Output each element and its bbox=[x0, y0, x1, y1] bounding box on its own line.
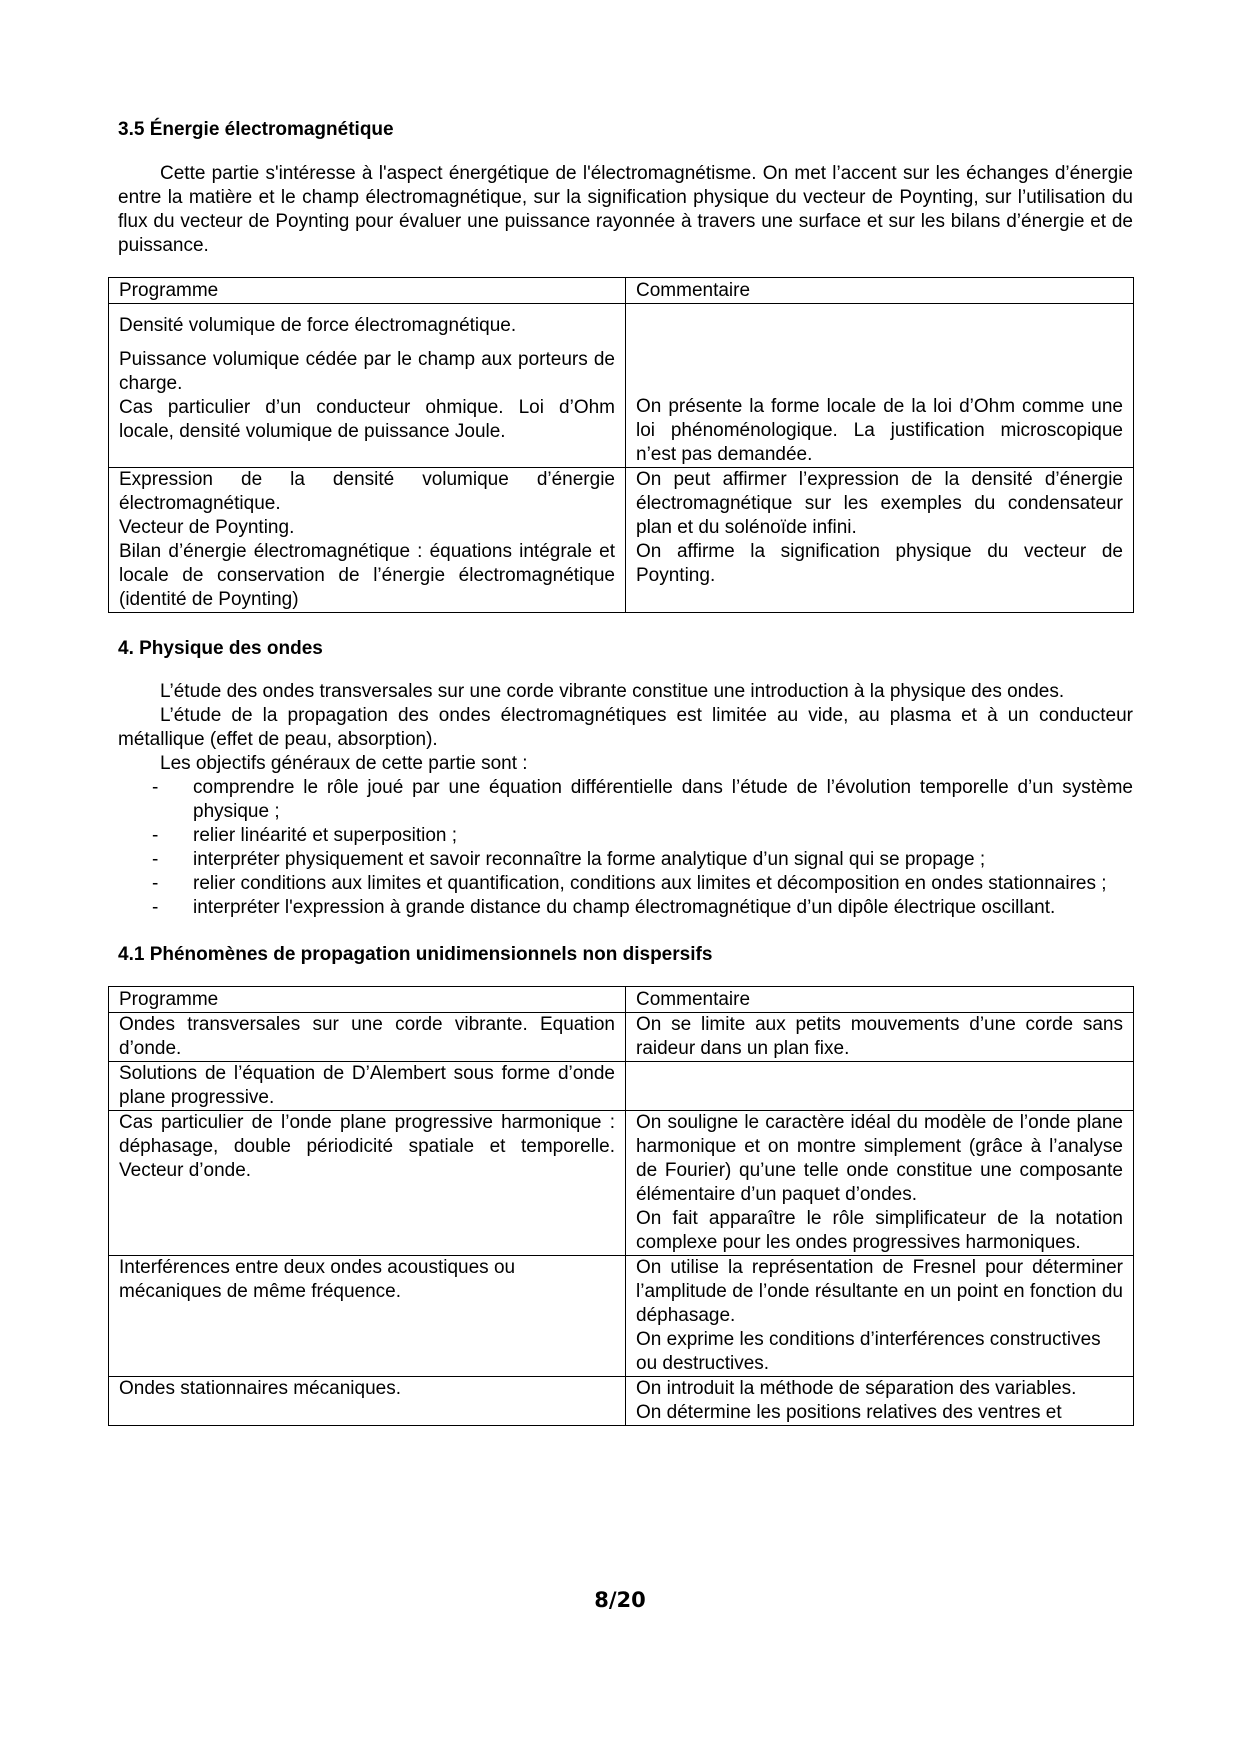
commentaire-line: On affirme la signification physique du vecteur de Poynting. bbox=[636, 541, 1123, 586]
list-bullet: - bbox=[152, 849, 159, 870]
table-row bbox=[109, 1377, 1134, 1426]
programme-line: Cas particulier d’un conducteur ohmique. Loi d’Ohm locale, densité volumique de puissance Joule. bbox=[119, 397, 615, 442]
programme-line: Expression de la densité volumique d’énergie électromagnétique. bbox=[119, 469, 615, 514]
programme-cell bbox=[109, 1377, 626, 1426]
programme-cell bbox=[109, 468, 626, 613]
programme-cell bbox=[109, 1013, 626, 1062]
list-item-text: interpréter physiquement et savoir reconnaître la forme analytique d’un signal qui se propage ; bbox=[193, 849, 986, 870]
table-row bbox=[109, 1256, 1134, 1377]
section-4-para-2: L’étude de la propagation des ondes électromagnétiques est limitée au vide, au plasma et à un conducteur métallique (effet de peau, absorption). bbox=[118, 705, 1133, 750]
programme-cell bbox=[109, 1062, 626, 1111]
section-3-5-intro: Cette partie s'intéresse à l'aspect énergétique de l'électromagnétisme. On met l’accent sur les échanges d’énergie entre la matière et le champ électromagnétique, sur la signification physique du vecteur de Poynting, sur l’utilisation du flux du vecteur de Poynting pour évaluer une puissance rayonnée à travers une surface et sur les bilans d’énergie et de puissance. bbox=[118, 163, 1133, 256]
list-item bbox=[152, 848, 1133, 872]
table-header-row bbox=[109, 987, 1134, 1013]
programme-line: Densité volumique de force électromagnétique. bbox=[119, 315, 517, 336]
commentaire-cell bbox=[626, 304, 1134, 468]
table-row bbox=[109, 1062, 1134, 1111]
list-item bbox=[152, 824, 1133, 848]
commentaire-cell bbox=[626, 468, 1134, 613]
table-header-row bbox=[109, 278, 1134, 304]
commentaire-cell bbox=[626, 1062, 1134, 1111]
commentaire-line: On se limite aux petits mouvements d’une corde sans raideur dans un plan fixe. bbox=[636, 1014, 1123, 1059]
objectives-list bbox=[118, 776, 1133, 920]
programme-line: Bilan d’énergie électromagnétique : équations intégrale et locale de conservation de l’énergie électromagnétique (identité de Poynting) bbox=[119, 541, 615, 610]
commentaire-line: On exprime les conditions d’interférences constructives ou destructives. bbox=[636, 1329, 1101, 1374]
programme-cell bbox=[109, 304, 626, 468]
commentaire-line: On présente la forme locale de la loi d’Ohm comme une loi phénoménologique. La justification microscopique n’est pas demandée. bbox=[636, 396, 1123, 465]
header-commentaire: Commentaire bbox=[626, 987, 1134, 1013]
programme-line: Cas particulier de l’onde plane progressive harmonique : déphasage, double périodicité spatiale et temporelle. Vecteur d’onde. bbox=[119, 1112, 615, 1181]
list-bullet: - bbox=[152, 777, 159, 798]
section-4-1-heading: 4.1 Phénomènes de propagation unidimensionnels non dispersifs bbox=[118, 944, 713, 965]
commentaire-line: On peut affirmer l’expression de la densité d’énergie électromagnétique sur les exemples du condensateur plan et du solénoïde infini. bbox=[636, 469, 1123, 538]
programme-line: Ondes transversales sur une corde vibrante. Equation d’onde. bbox=[119, 1014, 615, 1059]
list-bullet: - bbox=[152, 897, 159, 918]
programme-line: Vecteur de Poynting. bbox=[119, 517, 295, 538]
commentaire-cell bbox=[626, 1377, 1134, 1426]
document-page bbox=[118, 118, 1133, 1426]
list-bullet: - bbox=[152, 873, 159, 894]
section-4-heading: 4. Physique des ondes bbox=[118, 638, 323, 659]
section-4-para-1: L’étude des ondes transversales sur une corde vibrante constitue une introduction à la physique des ondes. bbox=[160, 681, 1065, 702]
list-item bbox=[152, 872, 1133, 896]
programme-line: Interférences entre deux ondes acoustiques ou mécaniques de même fréquence. bbox=[119, 1257, 516, 1302]
waves-table bbox=[108, 986, 1134, 1426]
commentaire-line: On utilise la représentation de Fresnel pour déterminer l’amplitude de l’onde résultante en un point en fonction du déphasage. bbox=[636, 1257, 1123, 1326]
programme-cell bbox=[109, 1111, 626, 1256]
page-number: 8/20 bbox=[594, 1588, 646, 1612]
commentaire-cell bbox=[626, 1111, 1134, 1256]
commentaire-cell bbox=[626, 1013, 1134, 1062]
commentaire-line: On détermine les positions relatives des ventres et bbox=[636, 1402, 1062, 1423]
programme-line: Solutions de l’équation de D’Alembert sous forme d’onde plane progressive. bbox=[119, 1063, 615, 1108]
table-row bbox=[109, 468, 1134, 613]
list-item bbox=[152, 896, 1133, 920]
section-4-para-3: Les objectifs généraux de cette partie sont : bbox=[160, 753, 528, 774]
section-3-5-heading: 3.5 Énergie électromagnétique bbox=[118, 119, 394, 140]
commentaire-line: On fait apparaître le rôle simplificateur de la notation complexe pour les ondes progressives harmoniques. bbox=[636, 1208, 1123, 1253]
list-item-text: comprendre le rôle joué par une équation différentielle dans l’étude de l’évolution temporelle d’un système physique ; bbox=[193, 777, 1133, 822]
commentaire-line: On souligne le caractère idéal du modèle de l’onde plane harmonique et on montre simplement (grâce à l’analyse de Fourier) qu’une telle onde constitue une composante élémentaire d’un paquet d’ondes. bbox=[636, 1112, 1123, 1205]
programme-line: Puissance volumique cédée par le champ aux porteurs de charge. bbox=[119, 349, 615, 394]
table-row bbox=[109, 1111, 1134, 1256]
list-item-text: relier conditions aux limites et quantification, conditions aux limites et décomposition en ondes stationnaires ; bbox=[193, 873, 1107, 894]
energy-table bbox=[108, 277, 1134, 613]
list-item-text: relier linéarité et superposition ; bbox=[193, 825, 458, 846]
commentaire-line: On introduit la méthode de séparation des variables. bbox=[636, 1378, 1077, 1399]
list-item bbox=[152, 776, 1133, 824]
commentaire-cell bbox=[626, 1256, 1134, 1377]
header-programme: Programme bbox=[109, 987, 626, 1013]
table-row bbox=[109, 304, 1134, 468]
list-bullet: - bbox=[152, 825, 159, 846]
header-commentaire: Commentaire bbox=[626, 278, 1134, 304]
header-programme: Programme bbox=[109, 278, 626, 304]
programme-line: Ondes stationnaires mécaniques. bbox=[119, 1378, 401, 1399]
programme-cell bbox=[109, 1256, 626, 1377]
table-row bbox=[109, 1013, 1134, 1062]
list-item-text: interpréter l'expression à grande distance du champ électromagnétique d’un dipôle électrique oscillant. bbox=[193, 897, 1056, 918]
